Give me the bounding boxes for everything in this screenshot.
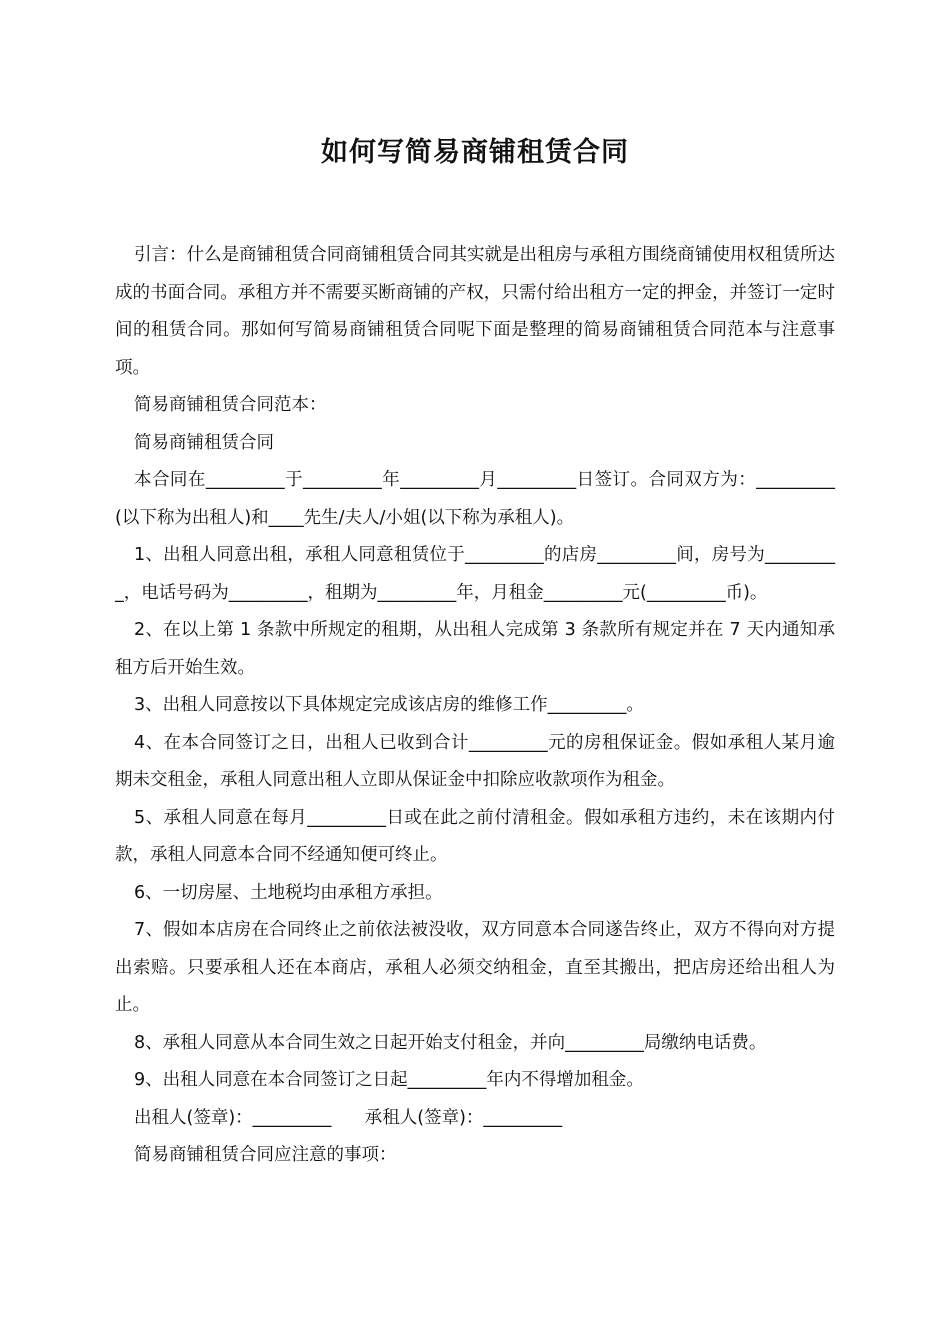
clause-6: 6、一切房屋、土地税均由承租方承担。 — [134, 882, 443, 903]
clause-3: 3、出租人同意按以下具体规定完成该店房的维修工作_________。 — [134, 695, 644, 715]
contract-title: 简易商铺租赁合同 — [134, 432, 274, 453]
notes-heading: 简易商铺租赁合同应注意的事项： — [134, 1145, 397, 1165]
signature-line: 出租人(签章)：_________ 承租人(签章)：_________ — [134, 1107, 563, 1128]
document-body — [115, 237, 835, 1175]
clause-4: 4、在本合同签订之日，出租人已收到合计_________元的房租保证金。假如承租人某月逾期未交租金，承租人同意出租人立即从保证金中扣除应收款项作为租金。 — [115, 732, 835, 790]
template-heading: 简易商铺租赁合同范本： — [134, 395, 327, 415]
clause-7: 7、假如本店房在合同终止之前依法被没收，双方同意本合同遂告终止，双方不得向对方提出索赔。只要承租人还在本商店，承租人必须交纳租金，直至其搬出，把店房还给出租人为止。 — [115, 920, 835, 1015]
clause-9: 9、出租人同意在本合同签订之日起_________年内不得增加租金。 — [134, 1070, 644, 1090]
document-title: 如何写简易商铺租赁合同 — [321, 137, 629, 168]
contract-parties: 本合同在_________于_________年_________月_________日签订。合同双方为：_________(以下称为出租人)和____先生/夫人/小姐(以下称为承租人)。 — [115, 470, 835, 528]
clause-8: 8、承租人同意从本合同生效之日起开始支付租金，并向_________局缴纳电话费。 — [134, 1032, 767, 1053]
intro-paragraph: 引言：什么是商铺租赁合同商铺租赁合同其实就是出租房与承租方围绕商铺使用权租赁所达成的书面合同。承租方并不需要买断商铺的产权，只需付给出租方一定的押金，并签订一定时间的租赁合同。那如何写简易商铺租赁合同呢下面是整理的简易商铺租赁合同范本与注意事项。 — [115, 245, 835, 378]
clause-1: 1、出租人同意出租，承租人同意租赁位于_________的店房_________间，房号为_________，电话号码为_________，租期为_________年，月租金_________元(_________币)。 — [115, 545, 835, 603]
clause-5: 5、承租人同意在每月_________日或在此之前付清租金。假如承租方违约，未在该期内付款，承租人同意本合同不经通知便可终止。 — [115, 807, 835, 865]
clause-2: 2、在以上第 1 条款中所规定的租期，从出租人完成第 3 条款所有规定并在 7 天内通知承租方后开始生效。 — [115, 620, 835, 678]
